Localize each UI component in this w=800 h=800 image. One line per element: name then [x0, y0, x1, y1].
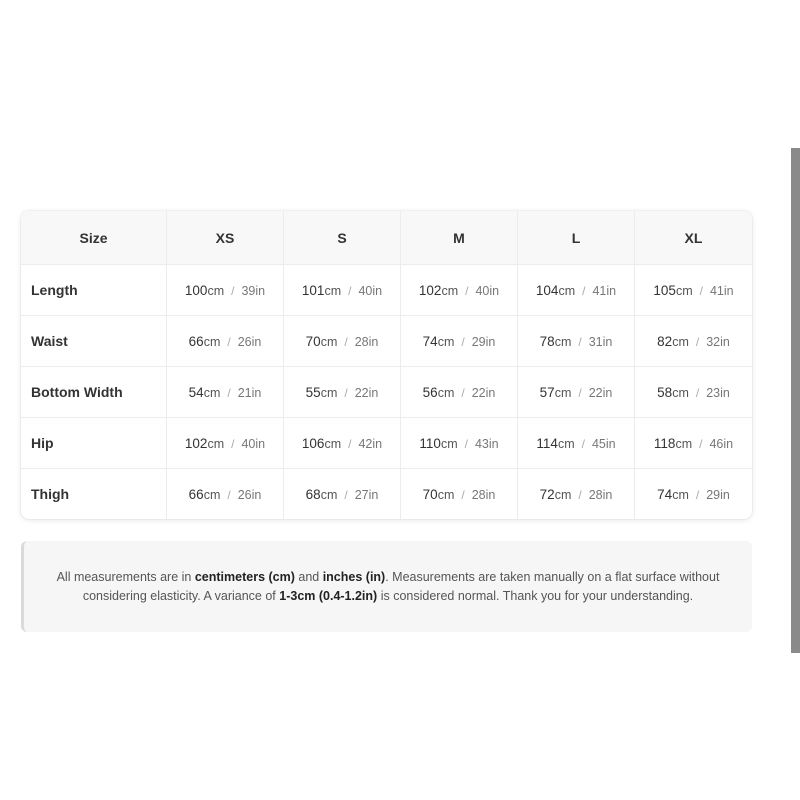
cm-unit: cm	[672, 385, 689, 400]
cm-value: 54	[188, 384, 204, 400]
measurement-cell	[284, 367, 401, 418]
in-unit: in	[255, 283, 266, 298]
cm-unit: cm	[324, 436, 342, 451]
in-unit: in	[372, 436, 383, 451]
cm-unit: cm	[675, 436, 693, 451]
in-value: 31	[588, 334, 603, 349]
cm-unit: cm	[320, 385, 338, 400]
measurement-cell	[284, 469, 401, 519]
unit-separator: /	[231, 283, 235, 298]
cm-unit: cm	[554, 487, 572, 502]
in-value: 27	[354, 487, 369, 502]
unit-separator: /	[227, 487, 231, 502]
cm-value: 74	[657, 486, 673, 502]
note-bold-cm: centimeters (cm)	[194, 569, 295, 584]
unit-separator: /	[461, 334, 465, 349]
cm-unit: cm	[320, 334, 338, 349]
table-row	[21, 469, 752, 519]
cm-value: 100	[184, 282, 208, 298]
in-value: 22	[354, 385, 369, 400]
measurement-cell	[167, 469, 284, 519]
cm-value: 110	[419, 435, 441, 451]
cm-unit: cm	[558, 283, 576, 298]
in-unit: in	[723, 283, 734, 298]
cm-value: 78	[539, 333, 555, 349]
in-unit: in	[485, 385, 496, 400]
unit-separator: /	[461, 385, 465, 400]
unit-separator: /	[699, 436, 703, 451]
unit-separator: /	[581, 436, 585, 451]
table-row	[21, 367, 752, 418]
table-row	[21, 265, 752, 316]
in-value: 29	[706, 487, 721, 502]
table-header-row	[21, 211, 752, 265]
column-header-xs: XS	[167, 211, 284, 265]
measurement-cell	[635, 418, 752, 469]
cm-unit: cm	[554, 385, 572, 400]
in-value: 22	[471, 385, 486, 400]
in-unit: in	[602, 385, 613, 400]
size-chart-table	[21, 211, 752, 519]
unit-separator: /	[582, 283, 586, 298]
measurement-cell	[284, 418, 401, 469]
column-header-xl: XL	[635, 211, 752, 265]
in-value: 29	[471, 334, 486, 349]
cm-value: 114	[536, 435, 558, 451]
in-value: 46	[709, 436, 724, 451]
cm-unit: cm	[207, 283, 225, 298]
unit-separator: /	[699, 283, 703, 298]
measurement-cell	[635, 367, 752, 418]
measurement-cell	[401, 316, 518, 367]
measurement-cell	[284, 316, 401, 367]
in-unit: in	[720, 487, 730, 502]
measurement-cell	[635, 265, 752, 316]
unit-separator: /	[227, 385, 231, 400]
cm-unit: cm	[437, 385, 455, 400]
in-value: 45	[591, 436, 606, 451]
unit-separator: /	[578, 385, 582, 400]
cm-value: 74	[422, 333, 438, 349]
unit-separator: /	[695, 487, 700, 502]
in-unit: in	[368, 385, 379, 400]
in-value: 40	[358, 283, 373, 298]
in-unit: in	[723, 436, 734, 451]
table-row	[21, 418, 752, 469]
table-row	[21, 316, 752, 367]
note-text-part: . Measurements are taken manually on a flat surface without considering elasticity. A variance of	[82, 569, 720, 603]
unit-separator: /	[344, 487, 348, 502]
cm-unit: cm	[672, 334, 689, 349]
cm-value: 66	[188, 333, 204, 349]
note-text-part: and	[294, 569, 323, 584]
cm-value: 72	[539, 486, 555, 502]
cm-unit: cm	[675, 283, 693, 298]
note-text-part: is considered normal. Thank you for your understanding.	[377, 588, 694, 603]
in-value: 28	[588, 487, 603, 502]
unit-separator: /	[464, 436, 468, 451]
measurement-cell	[401, 469, 518, 519]
cm-value: 82	[657, 333, 673, 349]
in-unit: in	[485, 334, 496, 349]
in-unit: in	[251, 334, 262, 349]
cm-unit: cm	[557, 436, 575, 451]
cm-value: 101	[301, 282, 325, 298]
cm-unit: cm	[207, 436, 225, 451]
row-label: Waist	[21, 316, 167, 367]
unit-separator: /	[344, 334, 348, 349]
measurement-cell	[518, 418, 635, 469]
in-value: 32	[706, 334, 721, 349]
measurement-cell	[167, 418, 284, 469]
unit-separator: /	[578, 334, 582, 349]
column-header-m: M	[401, 211, 518, 265]
in-unit: in	[720, 334, 730, 349]
cm-unit: cm	[441, 283, 459, 298]
in-value: 40	[475, 283, 490, 298]
cm-value: 57	[539, 384, 555, 400]
in-value: 21	[237, 385, 252, 400]
in-value: 43	[474, 436, 489, 451]
in-unit: in	[485, 487, 496, 502]
cm-value: 66	[188, 486, 204, 502]
in-unit: in	[605, 436, 616, 451]
cm-unit: cm	[203, 487, 221, 502]
cm-value: 104	[535, 282, 559, 298]
unit-separator: /	[344, 385, 348, 400]
in-unit: in	[489, 283, 500, 298]
in-unit: in	[488, 436, 499, 451]
table-body	[21, 265, 752, 519]
in-value: 41	[709, 283, 724, 298]
unit-separator: /	[348, 283, 352, 298]
column-header-l: L	[518, 211, 635, 265]
cm-unit: cm	[203, 334, 221, 349]
measurement-cell	[284, 265, 401, 316]
in-unit: in	[255, 436, 266, 451]
cm-value: 105	[653, 282, 676, 298]
in-unit: in	[251, 487, 262, 502]
measurement-cell	[401, 418, 518, 469]
cm-value: 106	[301, 435, 325, 451]
measurement-cell	[401, 265, 518, 316]
row-label: Thigh	[21, 469, 167, 519]
column-header-size: Size	[21, 211, 167, 265]
in-value: 41	[592, 283, 607, 298]
cm-value: 56	[422, 384, 438, 400]
in-value: 28	[471, 487, 486, 502]
measurement-cell	[518, 265, 635, 316]
column-header-s: S	[284, 211, 401, 265]
scrollbar[interactable]	[791, 148, 800, 653]
cm-value: 70	[305, 333, 321, 349]
cm-unit: cm	[554, 334, 572, 349]
cm-unit: cm	[324, 283, 342, 298]
measurement-cell	[167, 265, 284, 316]
in-value: 26	[237, 334, 252, 349]
cm-unit: cm	[203, 385, 221, 400]
in-unit: in	[368, 487, 379, 502]
measurement-cell	[518, 367, 635, 418]
unit-separator: /	[348, 436, 352, 451]
cm-value: 118	[653, 435, 676, 451]
in-unit: in	[372, 283, 383, 298]
in-value: 23	[706, 385, 721, 400]
in-unit: in	[602, 487, 613, 502]
row-label: Hip	[21, 418, 167, 469]
note-bold-in: inches (in)	[322, 569, 386, 584]
in-unit: in	[251, 385, 262, 400]
measurement-cell	[167, 316, 284, 367]
cm-value: 70	[422, 486, 438, 502]
in-unit: in	[602, 334, 613, 349]
cm-unit: cm	[672, 487, 689, 502]
unit-separator: /	[227, 334, 231, 349]
measurement-note-text	[46, 568, 730, 606]
cm-value: 102	[418, 282, 442, 298]
unit-separator: /	[231, 436, 235, 451]
in-unit: in	[368, 334, 379, 349]
unit-separator: /	[695, 334, 700, 349]
cm-unit: cm	[437, 334, 455, 349]
in-unit: in	[606, 283, 617, 298]
measurement-note	[21, 541, 752, 632]
in-value: 40	[241, 436, 256, 451]
cm-unit: cm	[440, 436, 458, 451]
measurement-cell	[401, 367, 518, 418]
cm-unit: cm	[437, 487, 455, 502]
in-value: 28	[354, 334, 369, 349]
row-label: Length	[21, 265, 167, 316]
in-unit: in	[720, 385, 730, 400]
in-value: 39	[241, 283, 256, 298]
cm-value: 68	[305, 486, 321, 502]
measurement-cell	[167, 367, 284, 418]
cm-value: 58	[657, 384, 673, 400]
in-value: 42	[358, 436, 373, 451]
measurement-cell	[518, 469, 635, 519]
row-label: Bottom Width	[21, 367, 167, 418]
in-value: 26	[237, 487, 252, 502]
unit-separator: /	[695, 385, 700, 400]
cm-value: 102	[184, 435, 208, 451]
measurement-cell	[518, 316, 635, 367]
note-bold-variance: 1-3cm (0.4-1.2in)	[279, 588, 378, 603]
measurement-cell	[635, 316, 752, 367]
measurement-cell	[635, 469, 752, 519]
unit-separator: /	[465, 283, 469, 298]
cm-value: 55	[305, 384, 321, 400]
cm-unit: cm	[320, 487, 338, 502]
in-value: 22	[588, 385, 603, 400]
note-text-part: All measurements are in	[56, 569, 195, 584]
unit-separator: /	[578, 487, 582, 502]
unit-separator: /	[461, 487, 465, 502]
